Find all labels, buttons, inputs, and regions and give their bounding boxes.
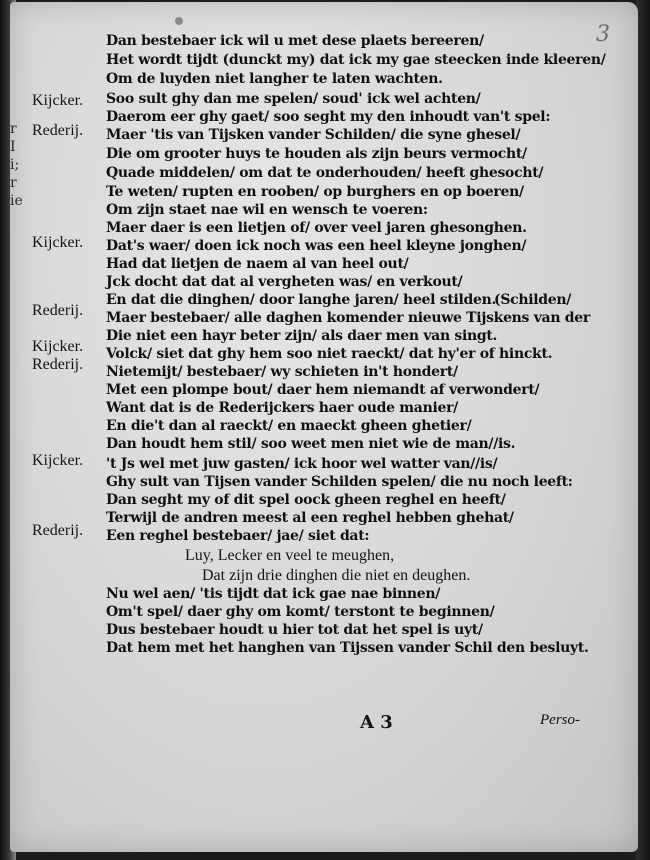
verse-line: Om't spel/ daer ghy om komt/ terstont te beginnen/ [106, 604, 495, 620]
verse-line: En die't dan al raeckt/ en maeckt gheen ghetier/ [106, 418, 472, 434]
speaker-kijcker: Kijcker. [32, 234, 84, 251]
folio-number: 3 [596, 22, 610, 47]
verse-line: Terwijl de andren meest al een reghel hebben ghehat/ [106, 510, 514, 526]
verse-line: Dat's waer/ doen ick noch was een heel kleyne jonghen/ [106, 238, 527, 254]
verse-line: 't Js wel met juw gasten/ ick hoor wel watter van//is/ [106, 456, 498, 472]
verse-line: Daerom eer ghy gaet/ soo seght my den inhoudt van't spel: [106, 109, 551, 125]
verse-line: Te weten/ rupten en rooben/ op burghers en op boeren/ [106, 184, 524, 200]
motto-line: Luy, Lecker en veel te meughen, [185, 547, 395, 564]
speaker-kijcker: Kijcker. [32, 452, 84, 469]
motto-line: Dat zijn drie dinghen die niet en deughen. [202, 567, 471, 584]
speaker-rederij: Rederij. [32, 522, 84, 539]
verse-line: Jck docht dat dat al vergheten was/ en verkout/ [106, 274, 463, 290]
speaker-kijcker: Kijcker. [32, 338, 84, 355]
verse-line: Nu wel aen/ 'tis tijdt dat ick gae nae binnen/ [106, 586, 441, 602]
margin-bleed-char: ie [10, 193, 23, 209]
verse-line: Soo sult ghy dan me spelen/ soud' ick wel achten/ [106, 91, 481, 107]
book-page [10, 2, 638, 852]
verse-line: Had dat lietjen de naem al van heel out/ [106, 256, 409, 272]
verse-line: Dus bestebaer houdt u hier tot dat het spel is uyt/ [106, 622, 483, 638]
verse-line: Die om grooter huys te houden als zijn beurs vermocht/ [106, 146, 527, 162]
verse-line: Maer bestebaer/ alle daghen komender nieuwe Tijskens van der [106, 310, 590, 326]
margin-bleed-char: I [10, 139, 16, 155]
margin-bleed-char: r [10, 121, 17, 137]
speaker-rederij: Rederij. [32, 302, 84, 319]
verse-line: Dan houdt hem stil/ soo weet men niet wie de man//is. [106, 436, 516, 452]
verse-line: Om de luyden niet langher te laten wachten. [106, 71, 443, 87]
margin-bleed-char: r [10, 175, 17, 191]
ink-blot [175, 17, 183, 25]
verse-line: Die niet een hayr beter zijn/ als daer men van singt. [106, 328, 498, 344]
margin-bleed [10, 120, 23, 210]
signature-mark: A 3 [360, 712, 393, 733]
verse-line: En dat die dinghen/ door langhe jaren/ heel stilden. [106, 292, 497, 308]
verse-line: Met een plompe bout/ daer hem niemandt af verwondert/ [106, 382, 540, 398]
verse-line: Een reghel bestebaer/ jae/ siet dat: [106, 528, 370, 544]
verse-line-continuation: (Schilden/ [494, 292, 572, 308]
verse-line: Quade middelen/ om dat te onderhouden/ heeft ghesocht/ [106, 165, 544, 181]
scan-edge-right [636, 0, 650, 860]
verse-line: Het wordt tijdt (dunckt my) dat ick my gae steecken inde kleeren/ [106, 52, 606, 68]
margin-bleed-char: i; [10, 157, 20, 173]
speaker-rederij: Rederij. [32, 356, 84, 373]
verse-line: Volck/ siet dat ghy hem soo niet raeckt/ dat hy'er of hinckt. [106, 346, 553, 362]
catchword: Perso- [540, 712, 580, 728]
verse-line: Want dat is de Rederijckers haer oude manier/ [106, 400, 458, 416]
speaker-rederij: Rederij. [32, 122, 84, 139]
verse-line: Om zijn staet nae wil en wensch te voeren: [106, 202, 428, 218]
verse-line: Ghy sult van Tijsen vander Schilden spelen/ die nu noch leeft: [106, 474, 573, 490]
verse-line: Dat hem met het hanghen van Tijssen vander Schil den besluyt. [106, 640, 589, 656]
verse-line: Maer 'tis van Tijsken vander Schilden/ die syne ghesel/ [106, 127, 521, 143]
verse-line: Nietemijt/ bestebaer/ wy schieten in't hondert/ [106, 364, 458, 380]
verse-line: Dan bestebaer ick wil u met dese plaets bereeren/ [106, 33, 484, 49]
speaker-kijcker: Kijcker. [32, 92, 84, 109]
verse-line: Maer daer is een lietjen of/ over veel jaren ghesonghen. [106, 220, 527, 236]
verse-line: Dan seght my of dit spel oock gheen reghel en heeft/ [106, 492, 506, 508]
